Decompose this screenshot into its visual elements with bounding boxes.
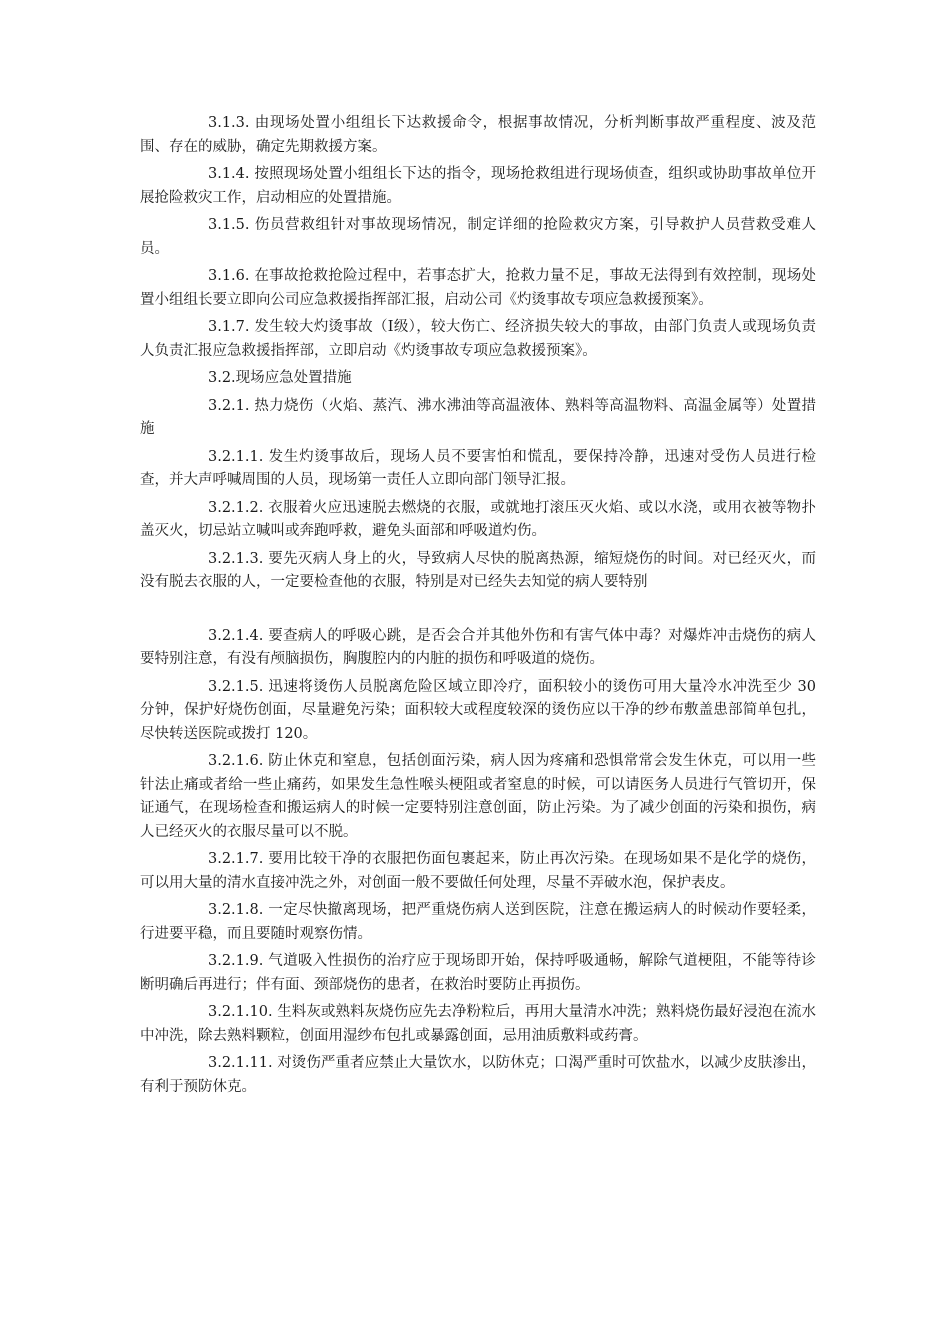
section-heading-3-2: 3.2.现场应急处置措施 (208, 370, 352, 386)
paragraph-3-2-1-8: 3.2.1.8. 一定尽快撤离现场，把严重烧伤病人送到医院，注意在搬运病人的时候动作要轻柔，行进要平稳，而且要随时观察伤情。 (140, 902, 816, 942)
paragraph-3-2-1-10: 3.2.1.10. 生料灰或熟料灰烧伤应先去净粉粒后，再用大量清水冲洗；熟料烧伤最好浸泡在流水中冲洗，除去熟料颗粒，创面用湿纱布包扎或暴露创面，忌用油质敷料或药膏。 (140, 1004, 816, 1044)
paragraph-3-2-1-2: 3.2.1.2. 衣服着火应迅速脱去燃烧的衣服，或就地打滚压灭火焰、或以水浇，或用衣被等物扑盖灭火，切忌站立喊叫或奔跑呼救，避免头面部和呼吸道灼伤。 (140, 499, 816, 539)
paragraph-3-2-1-5: 3.2.1.5. 迅速将烫伤人员脱离危险区域立即冷疗，面积较小的烫伤可用大量冷水冲洗至少 30 分钟，保护好烧伤创面，尽量避免污染；面积较大或程度较深的烫伤应以干净的纱布敷盖患部简单包扎，尽快转送医院或拨打 120。 (140, 678, 816, 742)
paragraph-3-2-1-3: 3.2.1.3. 要先灭病人身上的火，导致病人尽快的脱离热源，缩短烧伤的时间。对已经灭火，而没有脱去衣服的人，一定要检查他的衣服，特别是对已经失去知觉的病人要特别 (140, 550, 816, 590)
paragraph-3-2-1: 3.2.1. 热力烧伤（火焰、蒸汽、沸水沸油等高温液体、熟料等高温物料、高温金属等）处置措施 (140, 397, 816, 437)
document-page (140, 112, 816, 1103)
paragraph-3-2-1-11: 3.2.1.11. 对烫伤严重者应禁止大量饮水，以防休克；口渴严重时可饮盐水，以减少皮肤渗出，有利于预防休克。 (140, 1055, 816, 1095)
paragraph-3-2-1-7: 3.2.1.7. 要用比较干净的衣服把伤面包裹起来，防止再次污染。在现场如果不是化学的烧伤，可以用大量的清水直接冲洗之外，对创面一般不要做任何处理，尽量不弄破水泡，保护表皮。 (140, 851, 816, 891)
paragraph-3-2-1-1: 3.2.1.1. 发生灼烫事故后，现场人员不要害怕和慌乱，要保持冷静，迅速对受伤人员进行检查，并大声呼喊周围的人员，现场第一责任人立即向部门领导汇报。 (140, 448, 816, 488)
paragraph-3-1-4: 3.1.4. 按照现场处置小组组长下达的指令，现场抢救组进行现场侦查，组织或协助事故单位开展抢险救灾工作，启动相应的处置措施。 (140, 166, 816, 206)
paragraph-gap (140, 599, 816, 625)
paragraph-3-1-5: 3.1.5. 伤员营救组针对事故现场情况，制定详细的抢险救灾方案，引导救护人员营救受难人员。 (140, 217, 816, 257)
paragraph-3-1-7: 3.1.7. 发生较大灼烫事故（Ⅰ级），较大伤亡、经济损失较大的事故，由部门负责人或现场负责人负责汇报应急救援指挥部，立即启动《灼烫事故专项应急救援预案》。 (140, 319, 816, 359)
paragraph-3-2-1-4: 3.2.1.4. 要查病人的呼吸心跳，是否会合并其他外伤和有害气体中毒？对爆炸冲击烧伤的病人要特别注意，有没有颅脑损伤，胸腹腔内的内脏的损伤和呼吸道的烧伤。 (140, 627, 816, 667)
paragraph-3-2-1-9: 3.2.1.9. 气道吸入性损伤的治疗应于现场即开始，保持呼吸通畅，解除气道梗阻，不能等待诊断明确后再进行；伴有面、颈部烧伤的患者，在救治时要防止再损伤。 (140, 953, 816, 993)
paragraph-3-2-1-6: 3.2.1.6. 防止休克和窒息，包括创面污染，病人因为疼痛和恐惧常常会发生休克，可以用一些针法止痛或者给一些止痛药，如果发生急性喉头梗阻或者窒息的时候，可以请医务人员进行气管切开，保证通气，在现场检查和搬运病人的时候一定要特别注意创面，防止污染。为了减少创面的污染和损伤，病人已经灭火的衣服尽量可以不脱。 (140, 753, 816, 840)
paragraph-3-1-6: 3.1.6. 在事故抢救抢险过程中，若事态扩大，抢救力量不足，事故无法得到有效控制，现场处置小组组长要立即向公司应急救援指挥部汇报，启动公司《灼烫事故专项应急救援预案》。 (140, 268, 816, 308)
paragraph-3-1-3: 3.1.3. 由现场处置小组组长下达救援命令，根据事故情况，分析判断事故严重程度、波及范围、存在的威胁，确定先期救援方案。 (140, 115, 816, 155)
